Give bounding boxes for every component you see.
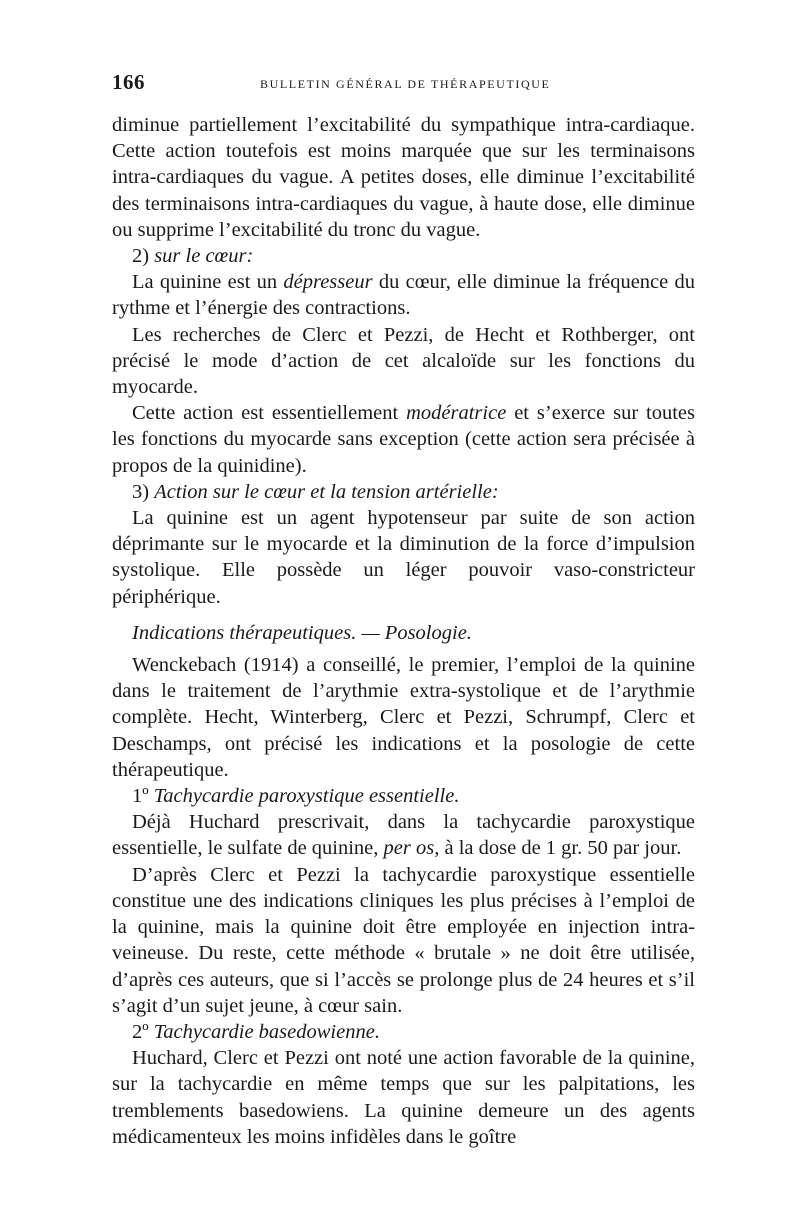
paragraph: Les recherches de Clerc et Pezzi, de Hecht et Rothberger, ont précisé le mode d’action de cet alcaloïde sur les fonctions du myocarde. — [112, 323, 695, 399]
paragraph — [112, 400, 695, 479]
emphasis: dépresseur — [283, 271, 373, 294]
text-run: du cœur, elle diminue la fréquence du rythme et l’énergie des contractions. — [112, 271, 695, 320]
subheading-number: 2º — [132, 1020, 149, 1043]
subheading-text: Tachycardie basedowienne. — [153, 1020, 380, 1043]
section-title: Indications thérapeutiques. — Posologie. — [132, 621, 472, 644]
subheading-number: 3) — [132, 480, 150, 503]
running-title: BULLETIN GÉNÉRAL DE THÉRAPEUTIQUE — [260, 77, 551, 91]
page-number: 166 — [112, 70, 145, 94]
text-run: La quinine est un — [132, 271, 284, 294]
subheading-text: Action sur le cœur et la tension artérielle: — [154, 480, 499, 503]
subheading-text: Tachycardie paroxystique essentielle. — [153, 785, 460, 808]
subheading-number: 2) — [132, 245, 150, 268]
text-run: et s’exerce sur toutes les fonctions du myocarde sans exception (cette action sera précisée à propos de la quinidine). — [112, 402, 696, 477]
paragraph: D’après Clerc et Pezzi la tachycardie paroxystique essentielle constitue une des indications cliniques les plus précises à l’emploi de la quinine, mais la quinine doit être employée en injection intra-veineuse. Du reste, cette méthode « brutale » ne doit être utilisée, d’après ces auteurs, que si l’accès se prolonge plus de 24 heures et s’il s’agit d’un sujet jeune, à cœur sain. — [112, 863, 695, 1017]
emphasis: per os, — [383, 837, 440, 860]
page-header — [112, 70, 702, 98]
paragraph: diminue partiellement l’excitabilité du sympathique intra-cardiaque. Cette action toutefois est moins marquée que sur les terminaisons intra-cardiaques du vague. A petites doses, elle diminue l’excitabilité des terminaisons intra-cardiaques du vague, à haute dose, elle diminue ou supprime l’excitabilité du tronc du vague. — [112, 114, 695, 241]
body-text — [112, 112, 695, 1150]
subheading-text: sur le cœur: — [154, 245, 254, 268]
paragraph: Wenckebach (1914) a conseillé, le premier, l’emploi de la quinine dans le traitement de l’arythmie extra-systolique et de l’arythmie complète. Hecht, Winterberg, Clerc et Pezzi, Schrumpf, Clerc et Deschamps, ont précisé les indications et la posologie de cette thérapeutique. — [112, 654, 695, 781]
text-run: Cette action est essentiellement — [132, 402, 407, 425]
text-run: à la dose de 1 gr. 50 par jour. — [439, 837, 682, 860]
subheading-tension — [112, 479, 695, 505]
paragraph: La quinine est un agent hypotenseur par suite de son action déprimante sur le myocarde et la diminution de la force d’impulsion systolique. Elle possède un léger pouvoir vaso-constricteur périphérique. — [112, 507, 695, 608]
paragraph: Huchard, Clerc et Pezzi ont noté une action favorable de la quinine, sur la tachycardie en même temps que sur les palpitations, les tremblements basedowiens. La quinine demeure un des agents médicamenteux les moins infidèles dans le goître — [112, 1047, 695, 1148]
subheading-paroxystique — [112, 783, 695, 809]
paragraph — [112, 809, 695, 861]
text-run: Déjà Huchard prescrivait, dans la tachycardie paroxystique essentielle, le sulfate de quinine, — [112, 811, 695, 860]
emphasis: modératrice — [406, 402, 507, 425]
paragraph — [112, 269, 695, 321]
subheading-heart — [112, 243, 695, 269]
subheading-basedowienne — [112, 1019, 695, 1045]
subheading-number: 1º — [132, 785, 149, 808]
